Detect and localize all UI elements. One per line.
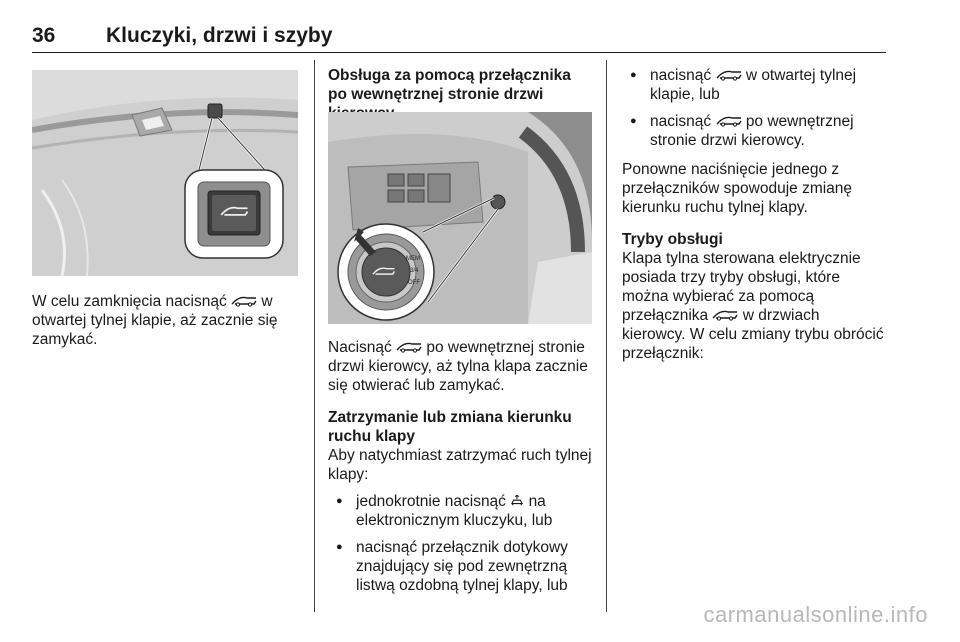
tailgate-icon: [231, 295, 257, 307]
tailgate-icon: [396, 341, 422, 353]
tailgate-icon: [716, 69, 742, 81]
paragraph: Nacisnąć po wewnętrznej stronie drzwi kierowcy, aż tylna klapa zacznie się otwierać lub zamykać.: [328, 339, 588, 394]
list-item: ● nacisnąć po wewnętrznej stronie drzwi kierowcy.: [622, 112, 884, 150]
figure-caption: W celu zamknięcia nacisnąć w otwartej tylnej klapie, aż zacznie się zamykać.: [32, 293, 278, 348]
column-3: [622, 66, 884, 376]
chapter-title: Kluczyki, drzwi i szyby: [106, 24, 333, 47]
column-1: [32, 292, 300, 362]
tailgate-icon: [712, 309, 738, 321]
tailgate-switch-figure: [32, 70, 298, 276]
section-heading: Zatrzymanie lub zmiana kierunku ruchu klapy: [328, 409, 572, 445]
label-three-quarter: 3/4: [410, 268, 419, 274]
section-heading: Tryby obsługi: [622, 231, 723, 248]
page-number: 36: [32, 24, 56, 47]
column-2-body: [328, 338, 596, 605]
watermark: carmanualsonline.info: [703, 602, 928, 627]
paragraph: Ponowne naciśnięcie jednego z przełączników spowoduje zmianę kierunku ruchu tylnej klapy.: [622, 161, 853, 216]
paragraph: Klapa tylna sterowana elektrycznie posiada trzy tryby obsługi, które można wybierać za pomocą przełącznika w drzwiach kierowcy. W celu zmiany trybu obrócić przełącznik:: [622, 250, 884, 362]
paragraph: Aby natychmiast zatrzymać ruch tylnej klapy:: [328, 447, 592, 483]
page-header: [32, 20, 886, 53]
list-item: ● jednokrotnie nacisnąć na elektronicznym kluczyku, lub: [328, 492, 596, 530]
label-off: OFF: [408, 280, 420, 286]
list-item: ● nacisnąć w otwartej tylnej klapie, lub: [622, 66, 884, 104]
label-mem: MEM: [406, 256, 420, 262]
key-tailgate-icon: [510, 495, 524, 507]
column-divider: [606, 60, 607, 612]
driver-door-switch-figure: [328, 112, 592, 324]
column-divider: [314, 60, 315, 612]
bullet-list: [328, 492, 596, 595]
section-heading: Obsługa za pomocą przełącznika po wewnętrznej stronie drzwi: [328, 67, 571, 103]
bullet-list: [622, 66, 884, 150]
list-item: ● nacisnąć przełącznik dotykowy znajdujący się pod zewnętrzną listwą ozdobną tylnej klapy, lub: [328, 538, 596, 595]
tailgate-icon: [716, 115, 742, 127]
